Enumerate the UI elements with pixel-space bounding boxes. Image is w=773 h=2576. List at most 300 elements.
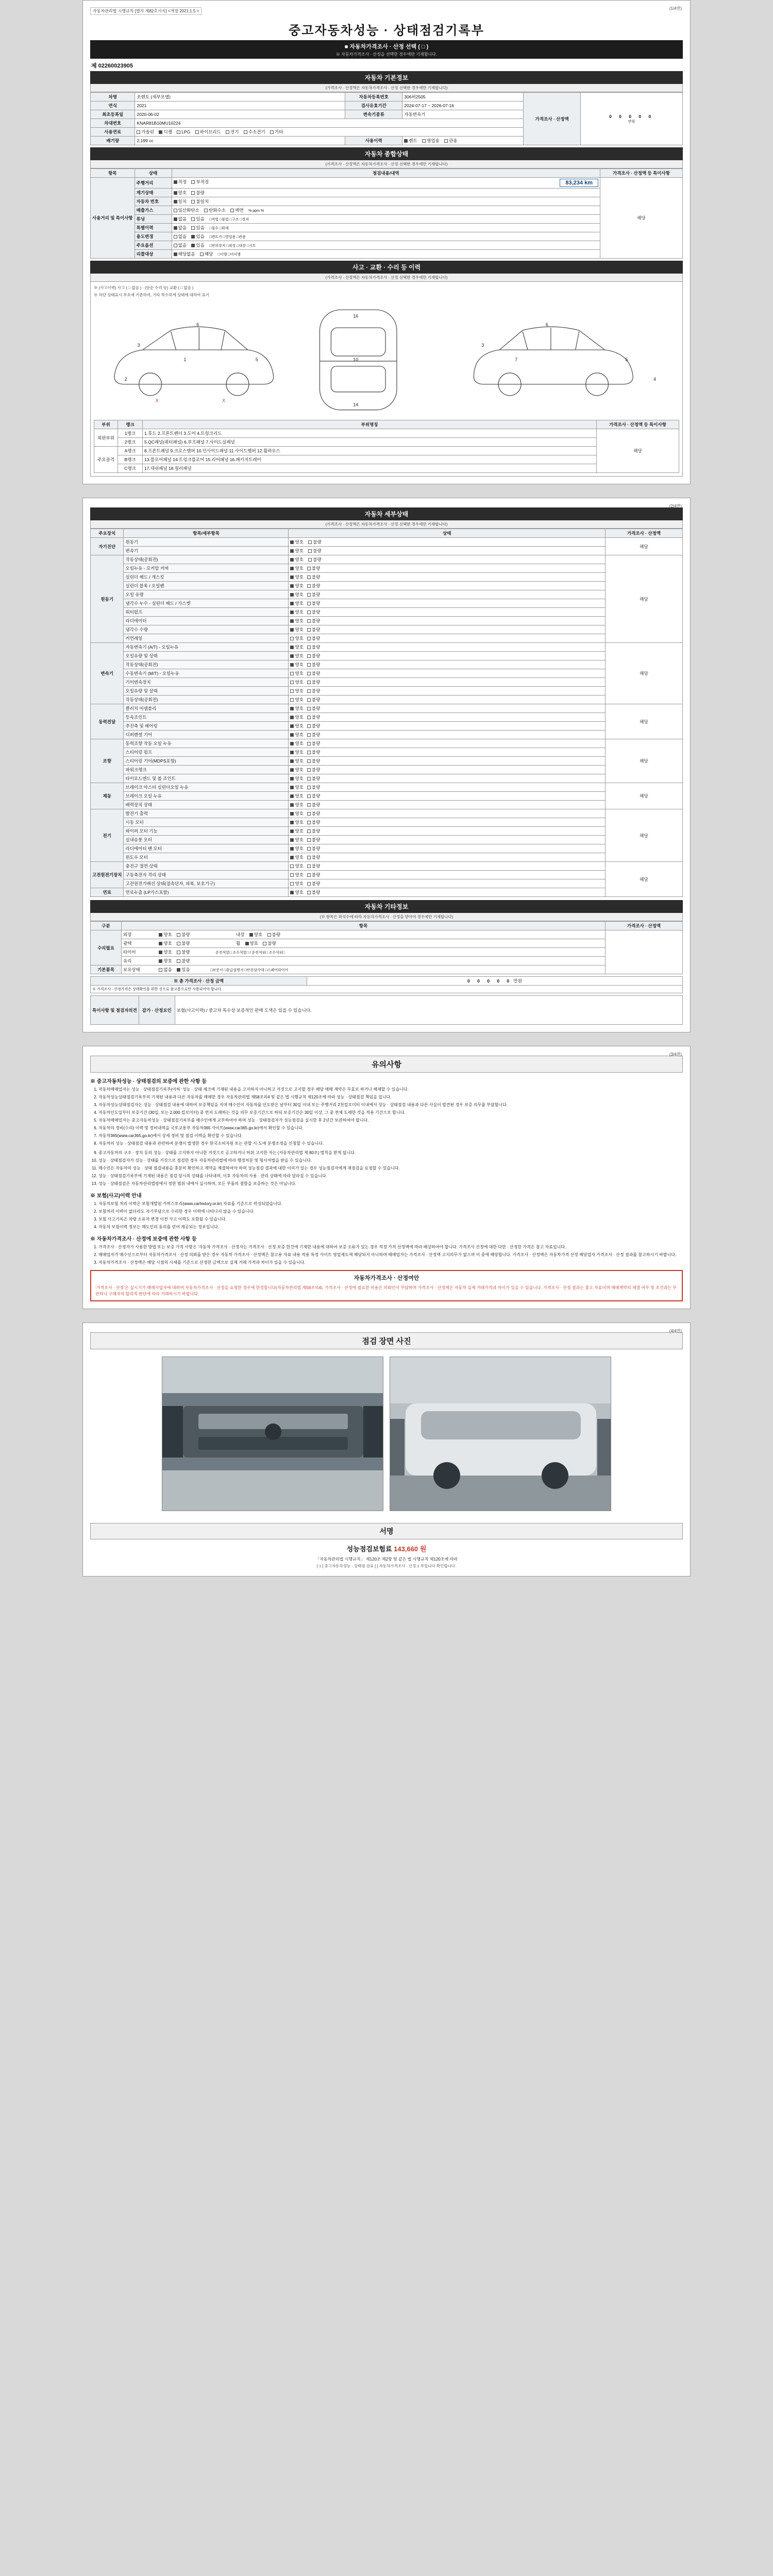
inspection-photo-1	[162, 1357, 383, 1511]
checkbox-icon[interactable]	[191, 191, 195, 195]
gauge-opt-0[interactable]: 양호	[174, 190, 187, 196]
state-bad[interactable]: 불량	[307, 723, 320, 729]
checkbox-icon[interactable]	[307, 672, 311, 675]
checkbox-icon[interactable]	[290, 549, 294, 553]
checkbox-icon[interactable]	[307, 646, 311, 649]
row-label-elec-1: 시동 모터	[124, 818, 289, 827]
state-bad[interactable]: 불량	[307, 758, 320, 764]
checkbox-icon[interactable]	[444, 139, 448, 143]
state-bad[interactable]: 불량	[307, 565, 320, 571]
state-good[interactable]: 양호	[290, 679, 303, 685]
state-bad[interactable]: 불량	[307, 828, 320, 834]
state-bad[interactable]: 불량	[307, 863, 320, 869]
checkbox-icon[interactable]	[290, 672, 294, 675]
state-bad[interactable]: 불량	[307, 784, 320, 790]
checkbox-icon[interactable]	[307, 575, 311, 579]
checkbox-icon[interactable]	[290, 724, 294, 728]
notice-title: 유의사항	[90, 1056, 683, 1073]
state-good[interactable]: 양호	[290, 810, 303, 817]
table-row	[91, 879, 683, 888]
state-good[interactable]: 양호	[290, 784, 303, 790]
recall-extra: □이행 □미이행	[217, 253, 241, 257]
checkbox-icon[interactable]	[307, 628, 311, 632]
checkbox-icon[interactable]	[290, 733, 294, 737]
document-subtitle	[90, 40, 683, 59]
checkbox-icon[interactable]	[195, 130, 199, 134]
etc-1-good[interactable]: 양호	[159, 940, 172, 946]
state-bad[interactable]: 불량	[307, 688, 320, 694]
usage-option-1[interactable]: 영업용	[422, 138, 440, 144]
etc-0b-bad[interactable]: 불량	[267, 931, 280, 938]
row-label-selfdiag-trans: 변속기	[124, 547, 289, 555]
checkbox-icon[interactable]	[177, 959, 180, 963]
etc-1b-good[interactable]: 양호	[245, 940, 258, 946]
checkbox-icon[interactable]	[307, 716, 311, 719]
usage-option-0[interactable]: 렌트	[404, 138, 417, 144]
checkbox-icon[interactable]	[191, 226, 195, 230]
state-good[interactable]: 양호	[290, 863, 303, 869]
checkbox-icon[interactable]	[290, 856, 294, 859]
svg-text:7: 7	[515, 357, 518, 362]
checkbox-icon[interactable]	[290, 829, 294, 833]
checkbox-icon[interactable]	[290, 637, 294, 640]
state-bad[interactable]: 불량	[307, 670, 320, 676]
row-label-tuning: 튜닝	[135, 215, 172, 224]
checkbox-icon[interactable]	[174, 217, 177, 221]
etc-0-bad[interactable]: 불량	[177, 931, 190, 938]
checkbox-icon[interactable]	[308, 558, 312, 562]
table-row	[91, 704, 683, 713]
usechange-opt-1[interactable]: 있음	[191, 233, 204, 240]
checkbox-icon[interactable]	[290, 759, 294, 763]
checkbox-icon[interactable]	[290, 575, 294, 579]
table-row	[91, 608, 683, 617]
checkbox-icon[interactable]	[290, 584, 294, 588]
checkbox-icon[interactable]	[174, 244, 177, 247]
checkbox-icon[interactable]	[204, 209, 208, 212]
checkbox-icon[interactable]	[177, 130, 180, 134]
checkbox-icon[interactable]	[174, 180, 177, 184]
checkbox-icon[interactable]	[307, 724, 311, 728]
state-bad[interactable]: 불량	[307, 662, 320, 668]
checkbox-icon[interactable]	[174, 200, 177, 204]
state-good[interactable]: 양호	[290, 556, 303, 563]
checkbox-icon[interactable]	[290, 821, 294, 824]
row-value-mileage	[172, 178, 600, 189]
checkbox-icon[interactable]	[177, 968, 180, 972]
group-transmission: 변속기	[91, 643, 124, 704]
checkbox-icon[interactable]	[290, 716, 294, 719]
list-item: 3. 자동차가격조사 · 산정액은 해당 시점의 시세를 기준으로 산정한 금액으로 실제 거래 가격과 차이가 있을 수 있습니다.	[98, 1260, 683, 1266]
special-opt-1[interactable]: 있음	[191, 225, 204, 231]
state-bad[interactable]: 불량	[307, 802, 320, 808]
state-bad[interactable]: 불량	[307, 889, 320, 895]
checkbox-icon[interactable]	[290, 707, 294, 710]
checkbox-icon[interactable]	[290, 891, 294, 894]
group-brake: 제동	[91, 783, 124, 809]
state-bad[interactable]: 불량	[307, 880, 320, 887]
etc-1b-bad[interactable]: 불량	[263, 940, 276, 946]
state-bad[interactable]: 불량	[307, 749, 320, 755]
checkbox-icon[interactable]	[307, 593, 311, 597]
checkbox-icon[interactable]	[307, 865, 311, 868]
checkbox-icon[interactable]	[174, 209, 177, 212]
page-code: (1/4면)	[669, 6, 682, 11]
table-header-row	[91, 529, 683, 538]
checkbox-icon[interactable]	[226, 130, 229, 134]
table-row	[91, 757, 683, 766]
checkbox-icon[interactable]	[307, 829, 311, 833]
checkbox-icon[interactable]	[191, 180, 195, 184]
checkbox-icon[interactable]	[290, 803, 294, 807]
checkbox-icon[interactable]	[404, 139, 408, 143]
checkbox-icon[interactable]	[307, 689, 311, 693]
checkbox-icon[interactable]	[263, 942, 266, 945]
usage-option-2[interactable]: 관용	[444, 138, 457, 144]
checkbox-icon[interactable]	[307, 663, 311, 667]
state-bad[interactable]: 불량	[307, 740, 320, 747]
state-bad[interactable]: 불량	[307, 714, 320, 720]
plate-opt-0[interactable]: 일치	[174, 198, 187, 205]
state-good[interactable]: 양호	[290, 583, 303, 589]
checkbox-icon[interactable]	[307, 882, 311, 886]
checkbox-icon[interactable]	[307, 777, 311, 781]
checkbox-icon[interactable]	[290, 628, 294, 632]
etc-2-good[interactable]: 양호	[159, 949, 172, 955]
mileage-opt-1[interactable]: 부적정	[191, 179, 209, 185]
checkbox-icon[interactable]	[290, 646, 294, 649]
checkbox-icon[interactable]	[307, 812, 311, 816]
checkbox-icon[interactable]	[290, 794, 294, 798]
state-bad[interactable]: 불량	[307, 574, 320, 580]
checkbox-icon[interactable]	[307, 786, 311, 789]
state-good[interactable]: 양호	[290, 635, 303, 641]
state-bad[interactable]: 불량	[307, 732, 320, 738]
state-bad[interactable]: 불량	[307, 837, 320, 843]
recall-opt-0[interactable]: 해당없음	[174, 251, 195, 257]
checkbox-icon[interactable]	[191, 235, 195, 239]
checkbox-icon[interactable]	[307, 698, 311, 702]
checkbox-icon[interactable]	[307, 891, 311, 894]
checkbox-icon[interactable]	[290, 681, 294, 684]
state-bad[interactable]: 불량	[307, 653, 320, 659]
svg-text:14: 14	[353, 402, 359, 408]
row-value-options	[172, 241, 600, 250]
checkbox-icon[interactable]	[177, 933, 180, 937]
checkbox-icon[interactable]	[159, 942, 162, 945]
checkbox-icon[interactable]	[249, 933, 253, 937]
checkbox-icon[interactable]	[159, 951, 162, 954]
state-good[interactable]: 양호	[290, 662, 303, 668]
recall-opt-1[interactable]: 해당	[200, 251, 213, 257]
checkbox-icon[interactable]	[307, 794, 311, 798]
state-bad[interactable]: 불량	[307, 591, 320, 598]
checkbox-icon[interactable]	[159, 959, 162, 963]
checkbox-icon[interactable]	[177, 951, 180, 954]
state-good[interactable]: 양호	[290, 618, 303, 624]
state-good[interactable]: 양호	[290, 802, 303, 808]
checkbox-icon[interactable]	[290, 812, 294, 816]
row-label-trans-5: 오일유량 및 상태	[124, 687, 289, 696]
state-good[interactable]: 양호	[290, 670, 303, 676]
checkbox-icon[interactable]	[290, 838, 294, 842]
checkbox-icon[interactable]	[290, 751, 294, 754]
state-bad[interactable]: 불량	[307, 775, 320, 782]
row-value-special	[172, 224, 600, 232]
etc-0-good[interactable]: 양호	[159, 931, 172, 938]
plate-opt-1[interactable]: 불일치	[191, 198, 209, 205]
checkbox-icon[interactable]	[290, 593, 294, 597]
checkbox-icon[interactable]	[307, 856, 311, 859]
table-row	[91, 792, 683, 801]
checkbox-icon[interactable]	[307, 838, 311, 842]
options-extra: □편의장치 □외장 □내장 □시트	[209, 244, 256, 248]
checkbox-icon[interactable]	[307, 584, 311, 588]
checkbox-icon[interactable]	[307, 751, 311, 754]
state-good[interactable]: 양호	[290, 644, 303, 650]
gauge-opt-1[interactable]: 불량	[191, 190, 204, 196]
list-item: 4. 자동차 보험이력 정보는 매도인의 동의를 얻어 제공되는 정보입니다.	[98, 1224, 683, 1230]
checkbox-icon[interactable]	[290, 567, 294, 570]
table-row	[91, 696, 683, 704]
fuel-option-5[interactable]: 수소전기	[244, 129, 265, 135]
state-bad[interactable]: 불량	[307, 872, 320, 878]
checkbox-icon[interactable]	[290, 602, 294, 605]
emission-opt-1[interactable]: 탄화수소	[204, 207, 226, 213]
checkbox-icon[interactable]	[307, 611, 311, 614]
checkbox-icon[interactable]	[290, 689, 294, 693]
checkbox-icon[interactable]	[137, 130, 140, 134]
etc-4-have[interactable]: 있음	[177, 967, 190, 973]
checkbox-icon[interactable]	[200, 252, 204, 256]
etc-1-bad[interactable]: 불량	[177, 940, 190, 946]
checkbox-icon[interactable]	[245, 942, 249, 945]
state-good[interactable]: 양호	[290, 854, 303, 860]
state-good[interactable]: 양호	[290, 828, 303, 834]
checkbox-icon[interactable]	[307, 733, 311, 737]
state-bad[interactable]: 불량	[307, 793, 320, 799]
state-good[interactable]: 양호	[290, 889, 303, 895]
fuel-option-0[interactable]: 가솔린	[137, 129, 154, 135]
state-good[interactable]: 양호	[290, 775, 303, 782]
etc-3-good[interactable]: 양호	[159, 958, 172, 964]
etc-3-bad[interactable]: 불량	[177, 958, 190, 964]
row-value-recall	[172, 250, 600, 259]
emission-opt-2[interactable]: 매연	[230, 207, 243, 213]
row-value-usechange	[172, 232, 600, 241]
checkbox-icon[interactable]	[290, 611, 294, 614]
checkbox-icon[interactable]	[290, 768, 294, 772]
fuel-option-2[interactable]: LPG	[177, 129, 190, 134]
group-electric: 전기	[91, 809, 124, 862]
options-opt-0[interactable]: 없음	[174, 242, 187, 248]
state-good[interactable]: 양호	[290, 880, 303, 887]
checkbox-icon[interactable]	[159, 933, 162, 937]
checkbox-icon[interactable]	[307, 619, 311, 623]
tuning-opt-0[interactable]: 없음	[174, 216, 187, 222]
state-good[interactable]: 양호	[290, 767, 303, 773]
state-bad[interactable]: 불량	[308, 548, 321, 554]
state-good[interactable]: 양호	[290, 714, 303, 720]
overall-status-table	[90, 168, 683, 259]
state-good[interactable]: 양호	[290, 574, 303, 580]
checkbox-icon[interactable]	[159, 968, 162, 972]
checkbox-icon[interactable]	[307, 768, 311, 772]
state-bad[interactable]: 불량	[307, 679, 320, 685]
checkbox-icon[interactable]	[307, 759, 311, 763]
usechange-opt-0[interactable]: 없음	[174, 233, 187, 240]
state-bad[interactable]: 불량	[307, 819, 320, 825]
document-number: 제 02260023905	[91, 63, 133, 69]
value-usage	[402, 137, 524, 145]
state-good[interactable]: 양호	[290, 723, 303, 729]
fuel-option-4[interactable]: 전기	[226, 129, 239, 135]
checkbox-icon[interactable]	[307, 707, 311, 710]
state-bad[interactable]: 불량	[307, 705, 320, 711]
checkbox-icon[interactable]	[244, 130, 247, 134]
special-opt-0[interactable]: 없음	[174, 225, 187, 231]
row-state-power-3	[289, 731, 606, 739]
photo-lift-svg	[390, 1357, 611, 1511]
state-good[interactable]: 양호	[290, 626, 303, 633]
checkbox-icon[interactable]	[177, 942, 180, 945]
checkbox-icon[interactable]	[308, 540, 312, 544]
etc-4-none[interactable]: 없음	[159, 967, 172, 973]
state-bad[interactable]: 불량	[307, 697, 320, 703]
summary-title: ※ 총 가격조사 · 산정 금액	[91, 977, 307, 986]
checkbox-icon[interactable]	[191, 217, 195, 221]
checkbox-icon[interactable]	[290, 882, 294, 886]
state-bad[interactable]: 불량	[307, 635, 320, 641]
checkbox-icon[interactable]	[308, 549, 312, 553]
state-bad[interactable]: 불량	[307, 583, 320, 589]
fuel-option-1[interactable]: 디젤	[159, 129, 172, 135]
row-label-trans-6: 작동상태(공회전)	[124, 696, 289, 704]
checkbox-icon[interactable]	[307, 602, 311, 605]
state-good[interactable]: 양호	[290, 688, 303, 694]
etc-2-bad[interactable]: 불량	[177, 949, 190, 955]
summary-note: ※ 가격조사 · 산정가격은 상태확인을 위한 것으로 참고용으로만 사용되어야 합니다.	[91, 986, 683, 993]
checkbox-icon[interactable]	[290, 558, 294, 562]
state-good[interactable]: 양호	[290, 845, 303, 852]
checkbox-icon[interactable]	[290, 654, 294, 658]
state-good[interactable]: 양호	[290, 705, 303, 711]
row-state-elec-0	[289, 809, 606, 818]
state-bad[interactable]: 불량	[307, 767, 320, 773]
state-good[interactable]: 양호	[290, 837, 303, 843]
state-good[interactable]: 양호	[290, 548, 303, 554]
row-value-plate-check	[172, 197, 600, 206]
checkbox-icon[interactable]	[174, 235, 177, 239]
table-row	[91, 590, 683, 599]
checkbox-icon[interactable]	[307, 654, 311, 658]
checkbox-icon[interactable]	[307, 821, 311, 824]
state-bad[interactable]: 불량	[308, 556, 321, 563]
checkbox-icon[interactable]	[307, 681, 311, 684]
state-good[interactable]: 양호	[290, 609, 303, 615]
checkbox-icon[interactable]	[422, 139, 426, 143]
mileage-opt-0[interactable]: 적정	[174, 179, 187, 185]
state-good[interactable]: 양호	[290, 872, 303, 878]
etc-label-1: 광택	[123, 941, 132, 946]
page-code: (4/4면)	[669, 1328, 682, 1333]
checkbox-icon[interactable]	[159, 130, 162, 134]
form-legal-note: 자동차관리법 시행규칙 [별지 제82호서식] <개정 2021.1.5.>	[90, 7, 201, 15]
state-good[interactable]: 양호	[290, 732, 303, 738]
state-good[interactable]: 양호	[290, 740, 303, 747]
row-label-elec-2: 와이퍼 모터 기능	[124, 827, 289, 836]
checkbox-icon[interactable]	[307, 847, 311, 851]
checkbox-icon[interactable]	[307, 873, 311, 877]
state-good[interactable]: 양호	[290, 600, 303, 606]
state-bad[interactable]: 불량	[307, 600, 320, 606]
checkbox-icon[interactable]	[230, 209, 234, 212]
checkbox-icon[interactable]	[290, 777, 294, 781]
row-label-steer-3: 파워크랭크	[124, 766, 289, 774]
checkbox-icon[interactable]	[174, 226, 177, 230]
options-opt-1[interactable]: 있음	[191, 242, 204, 248]
state-good[interactable]: 양호	[290, 793, 303, 799]
checkbox-icon[interactable]	[290, 663, 294, 667]
checkbox-icon[interactable]	[174, 252, 177, 256]
checkbox-icon[interactable]	[307, 637, 311, 640]
tuning-opt-1[interactable]: 있음	[191, 216, 204, 222]
state-good[interactable]: 양호	[290, 749, 303, 755]
state-good[interactable]: 양호	[290, 539, 303, 545]
state-bad[interactable]: 불량	[307, 810, 320, 817]
checkbox-icon[interactable]	[290, 847, 294, 851]
state-bad[interactable]: 불량	[308, 539, 321, 545]
state-bad[interactable]: 불량	[307, 845, 320, 852]
row-state-trans-5	[289, 687, 606, 696]
etc-0b-good[interactable]: 양호	[249, 931, 262, 938]
checkbox-icon[interactable]	[270, 130, 274, 134]
checkbox-icon[interactable]	[191, 200, 195, 204]
state-bad[interactable]: 불량	[307, 618, 320, 624]
svg-text:5: 5	[625, 357, 628, 362]
state-bad[interactable]: 불량	[307, 609, 320, 615]
state-good[interactable]: 양호	[290, 565, 303, 571]
state-bad[interactable]: 불량	[307, 626, 320, 633]
checkbox-icon[interactable]	[174, 191, 177, 195]
checkbox-icon[interactable]	[290, 865, 294, 868]
state-good[interactable]: 양호	[290, 653, 303, 659]
state-bad[interactable]: 불량	[307, 644, 320, 650]
state-good[interactable]: 양호	[290, 591, 303, 598]
checkbox-icon[interactable]	[307, 803, 311, 807]
etc-label-3: 유리	[123, 958, 132, 963]
checkbox-icon[interactable]	[290, 698, 294, 702]
fuel-option-3[interactable]: 하이브리드	[195, 129, 221, 135]
state-good[interactable]: 양호	[290, 758, 303, 764]
state-bad[interactable]: 불량	[307, 854, 320, 860]
checkbox-icon[interactable]	[267, 933, 271, 937]
checkbox-icon[interactable]	[290, 619, 294, 623]
fuel-option-6[interactable]: 기타	[270, 129, 283, 135]
checkbox-icon[interactable]	[290, 742, 294, 745]
checkbox-icon[interactable]	[290, 786, 294, 789]
state-good[interactable]: 양호	[290, 697, 303, 703]
checkbox-icon[interactable]	[290, 873, 294, 877]
emission-opt-0[interactable]: 일산화탄소	[174, 207, 199, 213]
checkbox-icon[interactable]	[191, 244, 195, 247]
table-row	[91, 722, 683, 731]
state-good[interactable]: 양호	[290, 819, 303, 825]
checkbox-icon[interactable]	[307, 567, 311, 570]
checkbox-icon[interactable]	[307, 742, 311, 745]
checkbox-icon[interactable]	[290, 540, 294, 544]
part-rank-1: 2랭크	[118, 438, 143, 447]
